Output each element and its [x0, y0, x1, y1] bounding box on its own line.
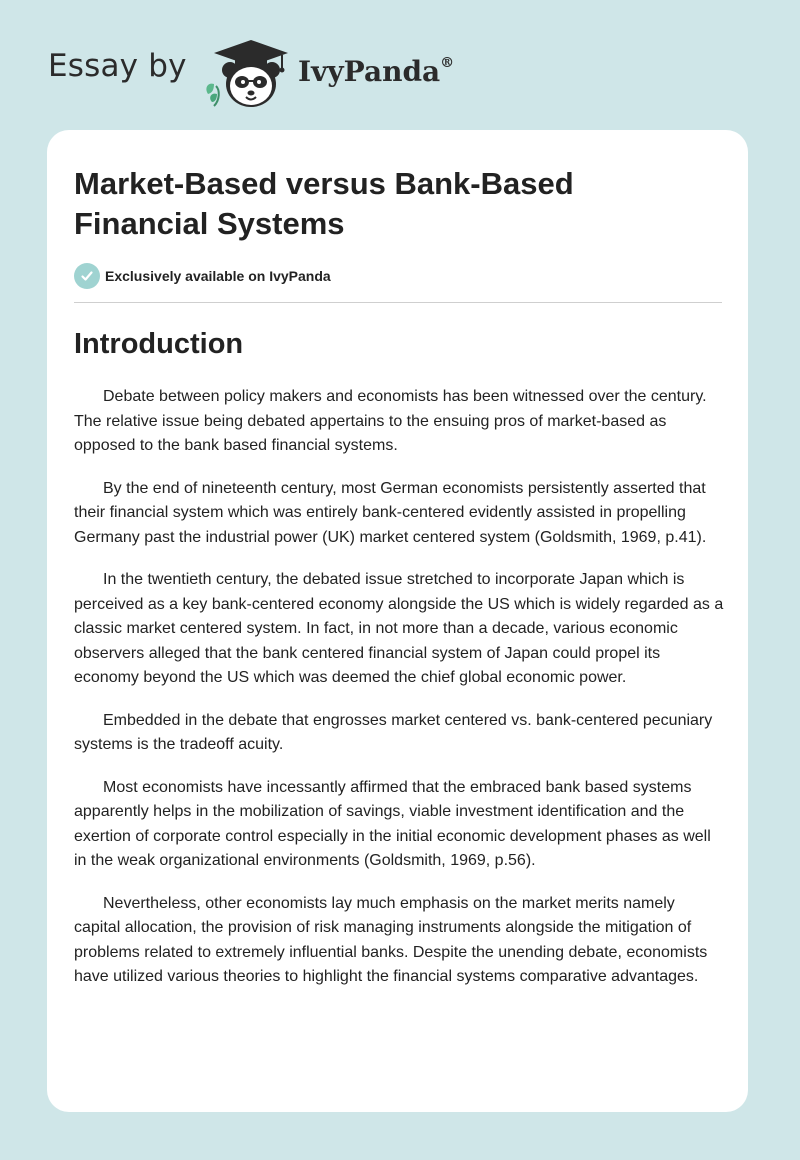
page-title: Market-Based versus Bank-Based Financial Systems — [74, 166, 574, 241]
divider — [74, 302, 722, 303]
check-circle-icon — [74, 263, 100, 289]
essay-card — [47, 130, 748, 1112]
badge-label: Exclusively available on IvyPanda — [105, 268, 331, 284]
article-body — [74, 385, 724, 1008]
paragraph: Most economists have incessantly affirmed that the embraced bank based systems apparently helps in the mobilization of savings, viable investment identification and the exertion of corporate control especially in the initial economic development phases as well in the weak organizational environments (Goldsmith, 1969, p.56). — [74, 778, 711, 869]
paragraph: Debate between policy makers and economists has been witnessed over the century. The relative issue being debated appertains to the ensuing pros of market-based as opposed to the bank based financial systems. — [74, 388, 707, 454]
paragraph: By the end of nineteenth century, most German economists persistently asserted that their financial system which was entirely bank-centered evidently assisted in propelling Germany past the industrial power (UK) market centered system (Goldsmith, 1969, p.41). — [74, 479, 707, 546]
brand-name: IvyPanda® — [298, 54, 455, 88]
site-header — [48, 34, 748, 110]
essay-by-label: Essay by — [48, 48, 187, 84]
paragraph: Embedded in the debate that engrosses market centered vs. bank-centered pecuniary systems is the tradeoff acuity. — [74, 711, 713, 753]
section-heading: Introduction — [74, 328, 244, 360]
paragraph: In the twentieth century, the debated issue stretched to incorporate Japan which is perceived as a key bank-centered economy alongside the US which is widely regarded as a classic market centered system. In fact, in not more than a decade, various economic observers alleged that the bank centered financial system of Japan could propel its economy beyond the US which was deemed the chief global economic power. — [74, 571, 724, 686]
panda-graduate-icon — [202, 36, 298, 110]
exclusive-badge — [74, 263, 331, 289]
registered-mark: ® — [440, 54, 455, 71]
paragraph: Nevertheless, other economists lay much emphasis on the market merits namely capital allocation, the provision of risk managing instruments alongside the mitigation of problems related to extremely influential banks. Despite the unending debate, economists have utilized various theories to highlight the financial systems comparative advantages. — [74, 894, 708, 985]
